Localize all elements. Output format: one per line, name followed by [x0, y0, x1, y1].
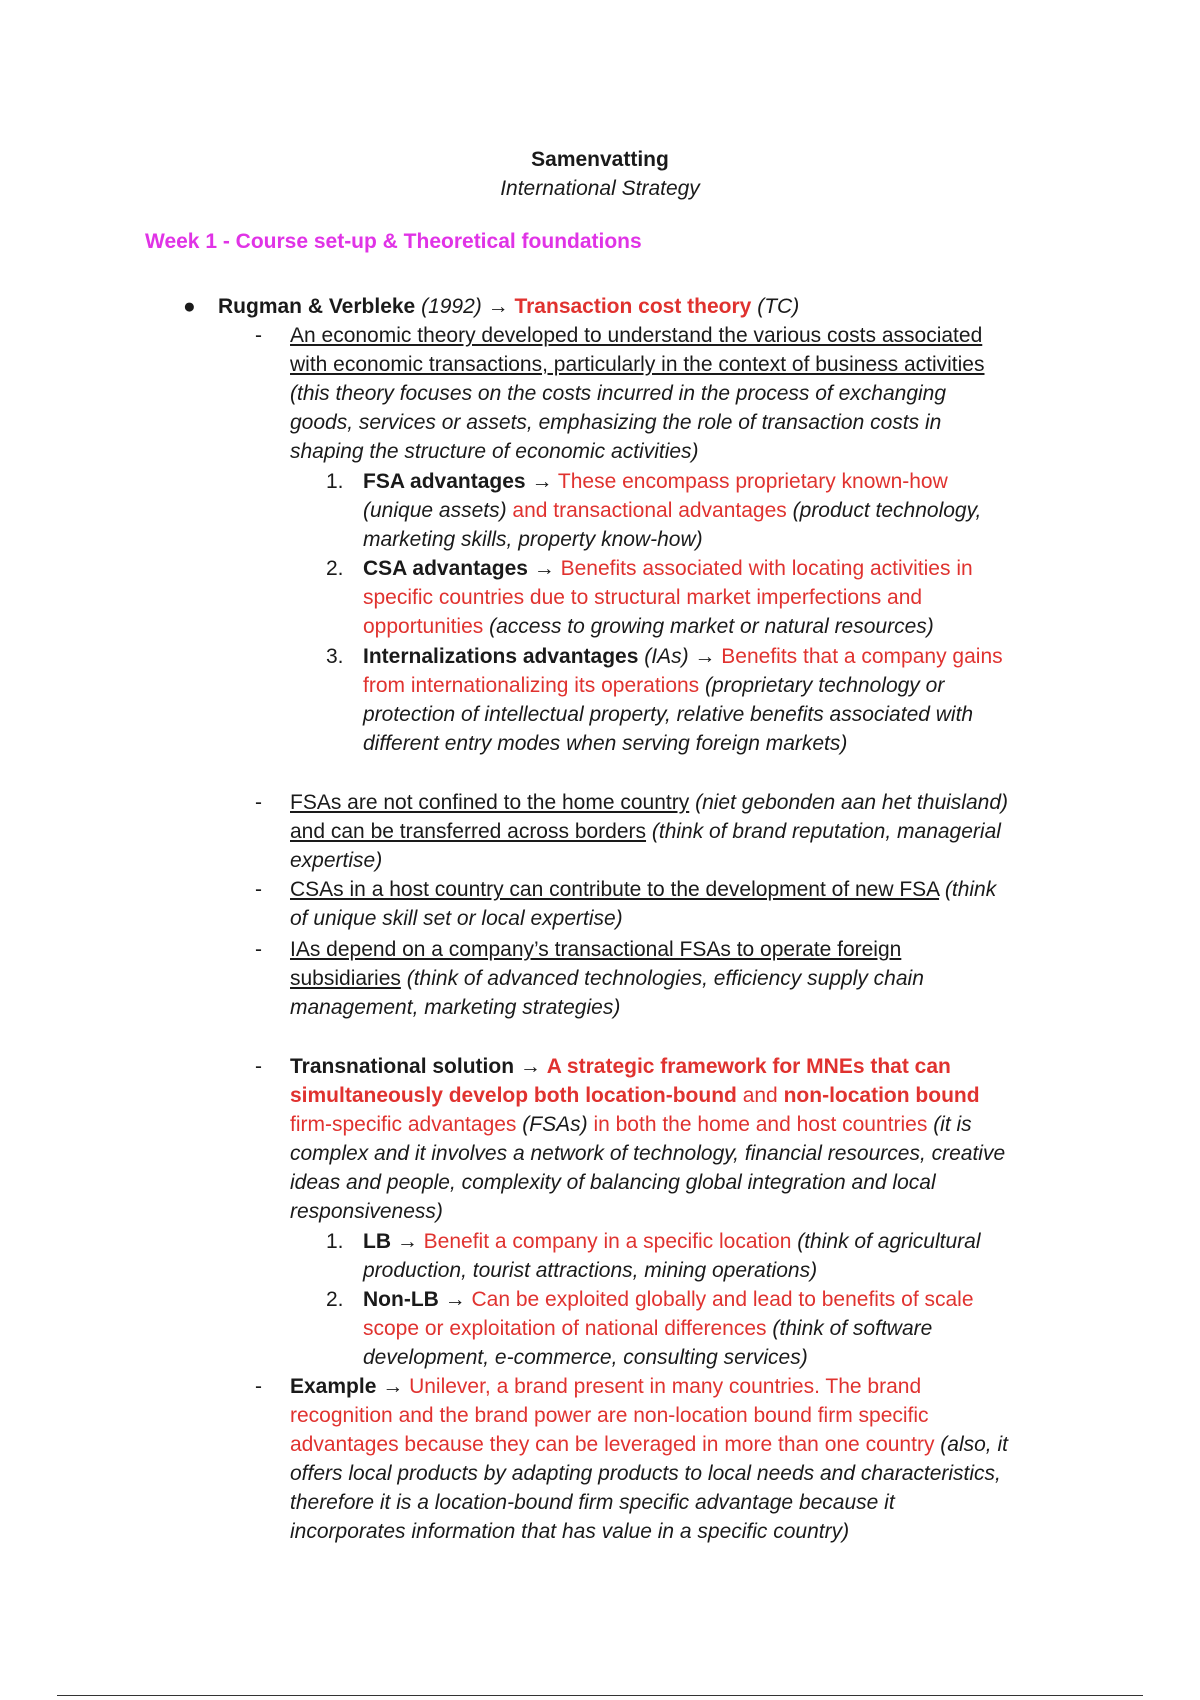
list-number: 1.: [326, 470, 344, 493]
example-label: Example →: [290, 1375, 404, 1398]
example-also: (also, it: [940, 1433, 1008, 1456]
example-line-6: incorporates information that has value in a specific country): [290, 1520, 850, 1543]
dash-marker: -: [255, 938, 262, 961]
note-fsa-transfer: and can be transferred across borders: [290, 820, 647, 843]
example-line-5: therefore it is a location-bound firm specific advantage because it: [290, 1491, 895, 1514]
example-advantages: advantages because they can be leveraged in more than one country: [290, 1433, 935, 1456]
note-fsa-text: FSAs are not confined to the home country: [290, 791, 690, 814]
theory-name: Transaction cost theory: [514, 295, 752, 318]
bullet-icon: ●: [183, 295, 196, 318]
note-fsa-think: (think of brand reputation, managerial: [651, 820, 1001, 843]
definition-line: shaping the structure of economic activities): [290, 440, 699, 463]
note-csa: [290, 875, 996, 904]
document-subtitle: International Strategy: [500, 177, 700, 200]
fsa-desc: These encompass proprietary known-how: [557, 470, 948, 493]
dash-marker: -: [255, 791, 262, 814]
ia-label: Internalizations advantages: [363, 645, 639, 668]
transnational-non-location-bound: non-location bound: [783, 1084, 980, 1107]
definition-line: with economic transactions, particularly in the context of business activities: [290, 353, 985, 376]
lb-think: (think of agricultural: [797, 1230, 981, 1253]
non-lb-scope: scope or exploitation of national differences: [363, 1317, 767, 1340]
ia-internationalizing: from internationalizing its operations: [363, 674, 700, 697]
transnational-desc: A strategic framework for MNEs that can: [546, 1055, 951, 1078]
example-item: [290, 1372, 921, 1401]
ia-line-2: [363, 671, 944, 700]
non-lb-think: (think of software: [772, 1317, 933, 1340]
example-desc: Unilever, a brand present in many countries. The brand: [409, 1375, 922, 1398]
definition-line: An economic theory developed to understand the various costs associated: [290, 324, 983, 347]
transnational-line-6: responsiveness): [290, 1200, 443, 1223]
csa-desc: Benefits associated with locating activities in: [560, 557, 973, 580]
note-ia-line-3: management, marketing strategies): [290, 996, 621, 1019]
week-heading: Week 1 - Course set-up & Theoretical foundations: [145, 230, 642, 253]
transnational-line-3: [290, 1110, 972, 1139]
lb-label: LB →: [363, 1230, 418, 1253]
note-csa-text: CSAs in a host country can contribute to the development of new FSA: [290, 878, 940, 901]
theory-abbr: (TC): [757, 295, 800, 318]
example-line-3: [290, 1430, 1008, 1459]
csa-advantages-item: [363, 554, 973, 583]
ia-line-3: protection of intellectual property, relative benefits associated with: [363, 703, 974, 726]
dash-marker: -: [255, 324, 262, 347]
list-number: 1.: [326, 1230, 344, 1253]
theory-line: [218, 292, 799, 321]
csa-line-3: [363, 612, 934, 641]
lb-desc: Benefit a company in a specific location: [423, 1230, 792, 1253]
transnational-solution: [290, 1052, 951, 1081]
list-number: 3.: [326, 645, 344, 668]
lb-line-2: production, tourist attractions, mining operations): [363, 1259, 818, 1282]
dash-marker: -: [255, 1375, 262, 1398]
ia-advantages-item: [363, 642, 1003, 671]
csa-label: CSA advantages →: [363, 557, 555, 580]
ia-abbr: (IAs) →: [644, 645, 716, 668]
transnational-fsa-abbr: (FSAs): [522, 1113, 588, 1136]
lb-item: [363, 1227, 980, 1256]
dash-marker: -: [255, 1055, 262, 1078]
title-block: [0, 145, 1200, 203]
fsa-line-3: marketing skills, property know-how): [363, 528, 703, 551]
ia-proprietary: (proprietary technology or: [705, 674, 945, 697]
csa-opportunities: opportunities: [363, 615, 484, 638]
fsa-line-2: [363, 496, 981, 525]
fsa-transactional: and transactional advantages: [512, 499, 787, 522]
note-fsa-line-2: [290, 817, 1001, 846]
note-ia: IAs depend on a company’s transactional FSAs to operate foreign: [290, 938, 902, 961]
fsa-product-tech: (product technology,: [792, 499, 982, 522]
transnational-location-bound: simultaneously develop both location-bound: [290, 1084, 737, 1107]
non-lb-desc: Can be exploited globally and lead to benefits of scale: [471, 1288, 974, 1311]
non-lb-line-2: [363, 1314, 932, 1343]
example-line-4: offers local products by adapting products to local needs and characteristics,: [290, 1462, 1001, 1485]
note-csa-think: (think: [944, 878, 997, 901]
list-number: 2.: [326, 1288, 344, 1311]
ia-line-4: different entry modes when serving foreign markets): [363, 732, 848, 755]
document-title: Samenvatting: [531, 148, 669, 171]
note-fsa-line-3: expertise): [290, 849, 383, 872]
fsa-label: FSA advantages →: [363, 470, 553, 493]
dash-marker: -: [255, 878, 262, 901]
ia-desc: Benefits that a company gains: [721, 645, 1003, 668]
note-ia-subsidiaries: subsidiaries: [290, 967, 401, 990]
note-ia-think: (think of advanced technologies, efficiency supply chain: [406, 967, 924, 990]
example-line-2: recognition and the brand power are non-location bound firm specific: [290, 1404, 929, 1427]
bottom-divider: [57, 1695, 1143, 1696]
csa-access: (access to growing market or natural resources): [489, 615, 934, 638]
transnational-line-5: ideas and people, complexity of balancing global integration and local: [290, 1171, 936, 1194]
fsa-unique-assets: (unique assets): [363, 499, 507, 522]
theory-year: (1992) →: [421, 295, 509, 318]
note-fsa-dutch: (niet gebonden aan het thuisland): [695, 791, 1008, 814]
definition-line: (this theory focuses on the costs incurred in the process of exchanging: [290, 382, 947, 405]
non-lb-label: Non-LB →: [363, 1288, 466, 1311]
transnational-home-host: in both the home and host countries: [593, 1113, 928, 1136]
transnational-and: and: [742, 1084, 778, 1107]
non-lb-line-3: development, e-commerce, consulting services): [363, 1346, 808, 1369]
non-lb-item: [363, 1285, 974, 1314]
note-csa-line-2: of unique skill set or local expertise): [290, 907, 623, 930]
list-number: 2.: [326, 557, 344, 580]
csa-line-2: specific countries due to structural market imperfections and: [363, 586, 923, 609]
note-fsa: [290, 788, 1008, 817]
fsa-advantages-item: [363, 467, 948, 496]
transnational-line-2: [290, 1081, 980, 1110]
transnational-fsa: firm-specific advantages: [290, 1113, 517, 1136]
transnational-label: Transnational solution →: [290, 1055, 541, 1078]
definition-line: goods, services or assets, emphasizing the role of transaction costs in: [290, 411, 942, 434]
theory-author: Rugman & Verbleke: [218, 295, 416, 318]
transnational-it-is: (it is: [933, 1113, 972, 1136]
note-ia-line-2: [290, 964, 924, 993]
transnational-line-4: complex and it involves a network of technology, financial resources, creative: [290, 1142, 1006, 1165]
